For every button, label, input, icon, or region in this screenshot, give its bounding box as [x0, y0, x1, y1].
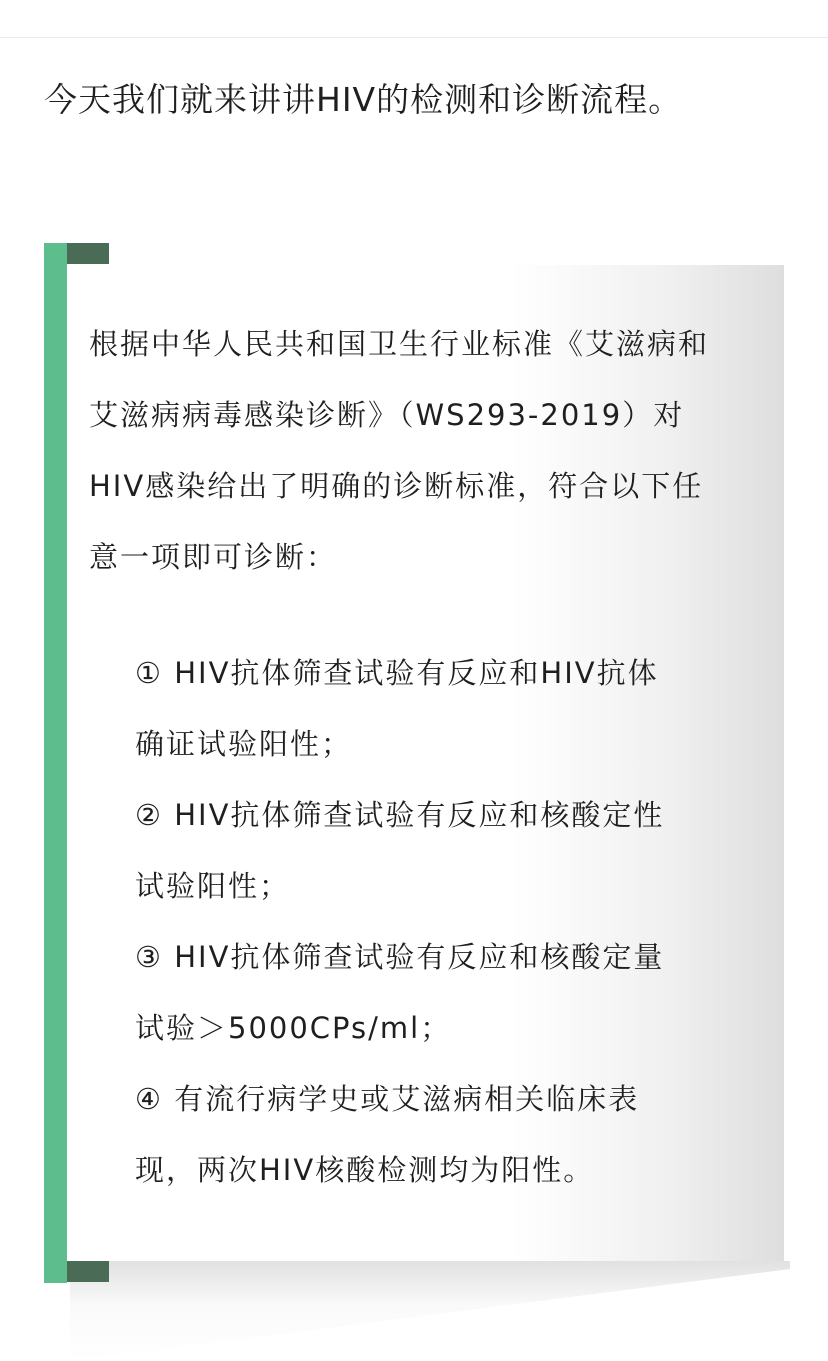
criteria-item-line: ③ HIV抗体筛查试验有反应和核酸定量: [135, 940, 665, 974]
criteria-item-line: 确证试验阳性；: [135, 727, 353, 761]
paragraph-line: 意一项即可诊断：: [89, 540, 338, 574]
top-divider: [0, 37, 828, 38]
criteria-item-line: ① HIV抗体筛查试验有反应和HIV抗体: [135, 656, 659, 690]
panel-shadow: [70, 1261, 790, 1361]
paragraph-line: HIV感染给出了明确的诊断标准，符合以下任: [89, 469, 704, 503]
quote-cap-bottom: [67, 1261, 109, 1282]
criteria-item-line: ② HIV抗体筛查试验有反应和核酸定性: [135, 798, 665, 832]
quote-cap-top: [67, 243, 109, 264]
criteria-list: [135, 638, 755, 1206]
criteria-item-line: 试验阳性；: [135, 869, 291, 903]
criteria-item-line: 试验＞5000CPs/ml；: [135, 1011, 452, 1045]
quote-accent-bar: [44, 243, 67, 1283]
criteria-item-line: 现，两次HIV核酸检测均为阳性。: [135, 1153, 595, 1187]
intro-text: 今天我们就来讲讲HIV的检测和诊断流程。: [44, 80, 683, 119]
diagnosis-paragraph: [89, 309, 769, 593]
paragraph-line: 根据中华人民共和国卫生行业标准《艾滋病和: [89, 327, 710, 361]
criteria-item-line: ④ 有流行病学史或艾滋病相关临床表: [135, 1082, 640, 1116]
paragraph-line: 艾滋病病毒感染诊断》（WS293-2019）对: [89, 398, 685, 432]
